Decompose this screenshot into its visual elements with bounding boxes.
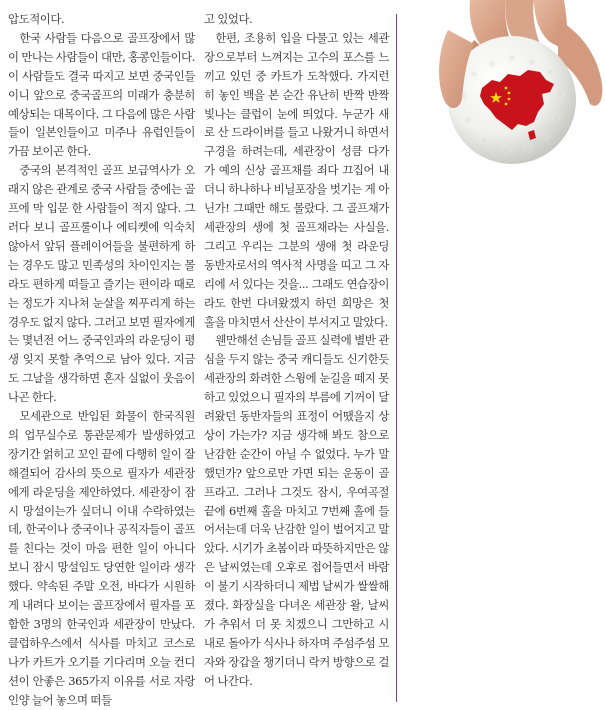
paragraph: 중국의 본격적인 골프 보급역사가 오래지 않은 관계로 중국 사람들 중에는 골프에 막 입문 한 사람들이 적지 않다. 그러다 보니 골프룰이나 에티켓에 익숙치 않아서 앞뒤 플레이어들을 불편하게 하는 경우도 많고 민족성의 차이인지는 몰라도 편하게 떠들고 즐기는 편이라 때로는 정도가 지나쳐 눈살을 찌푸리게 하는 경우도 없지 않다. 그러고 보면 필자에게는 몇년전 어느 중국인과의 라운딩이 평생 잊지 못할 추억으로 남아 있다. 지금도 그날을 생각하면 혼자 실없이 웃음이 나곤 한다.	[8, 163, 195, 405]
paragraph: 고 있었다.	[204, 12, 253, 26]
paragraph: 한국 사람들 다음으로 골프장에서 많이 만나는 사람들이 대만, 홍콩인들이다. 이 사람들도 결국 따지고 보면 중국인들이니 앞으로 중국골프의 미래가 충분히 예상되는 대목이다. 그 다음에 많은 사람들이 일본인들이고 미주나 유럽인들이 가끔 보이곤 한다.	[8, 30, 195, 159]
article-column-middle	[204, 10, 389, 691]
paragraph: 모세관으로 반입된 화물이 한국직원의 업무실수로 통관문제가 발생하였고 장기간 얽히고 꼬인 끝에 다행히 일이 잘 해결되어 감사의 뜻으로 필자가 세관장에게 라운딩을 제안하였다. 세관장이 잠시 망설이는가 싶더니 이내 수락하였는데, 한국이나 중국이나 공직자들이 골프를 친다는 것이 마음 편한 일이 아니다 보니 잠시 망설임도 당연한 일이라 생각했다. 약속된 주말 오전, 바다가 시원하게 내려다 보이는 골프장에서 필자를 포함한 3명의 한국인과 세관장이 만났다. 클럽하우스에서 식사를 마치고 코스로 나가 카트가 오기를 기다리며 오늘 컨디션이 안좋은 365가지 이유를 서로 자랑인양 늘어 놓으며 떠들	[8, 409, 195, 707]
article-column-left	[8, 10, 195, 710]
paragraph: 웬만해선 손님들 골프 실력에 별반 관심을 두지 않는 중국 캐디들도 신기한듯 세관장의 화려한 스윙에 눈길을 떼지 못하고 있었으니 필자의 부름에 기꺼이 달려왔던 동반자들의 표정이 어땠을지 상상이 가는가? 지금 생각해 봐도 참으로 난감한 순간이 아닐 수 없었다. 누가 말했던가? 앞으로만 가면 되는 운동이 골프라고. 그러나 그것도 잠시, 우여곡절 끝에 6번째 홀을 마치고 7번째 홀에 들어서는데 더욱 난감한 일이 벌어지고 말았다. 시기가 초봄이라 따뜻하지만은 않은 날씨였는데 오후로 접어들면서 바람이 불기 시작하더니 제법 날씨가 쌀쌀해졌다. 화장실을 다녀온 세관장 왈, 날씨가 추워서 더 못 치겠으니 그만하고 시내로 돌아가 식사나 하자며 주섬주섬 모자와 장갑을 챙기더니 락커 방향으로 걸어 나간다.	[204, 333, 389, 688]
paragraph: 한편, 조용히 입을 다물고 있는 세관장으로부터 느껴지는 고수의 포스를 느끼고 있던 중 카트가 도착했다. 가지런히 놓인 백을 본 순간 유난히 반짝 반짝 빛나는 클럽이 눈에 띄었다. 누군가 새로 산 드라이버를 들고 나왔거니 하면서 구경을 하려는데, 세관장이 성큼 다가 가 예의 신상 골프채를 죄다 끄집어 내더니 하나하나 비닐포장을 벗기는 게 아닌가! 그때만 해도 몰랐다. 그 골프채가 세관장의 생에 첫 골프채라는 사실을. 그리고 우리는 그분의 생애 첫 라운딩 동반자로서의 역사적 사명을 띠고 그 자리에 서 있다는 것을... 그래도 연습장이라도 한번 다녀왔겠지 하던 희망은 첫 홀을 마치면서 산산이 부서지고 말았다.	[204, 30, 389, 329]
column-divider	[396, 14, 397, 702]
golf-ball-china-map-photo	[408, 0, 606, 175]
paragraph: 압도적이다.	[8, 12, 65, 26]
